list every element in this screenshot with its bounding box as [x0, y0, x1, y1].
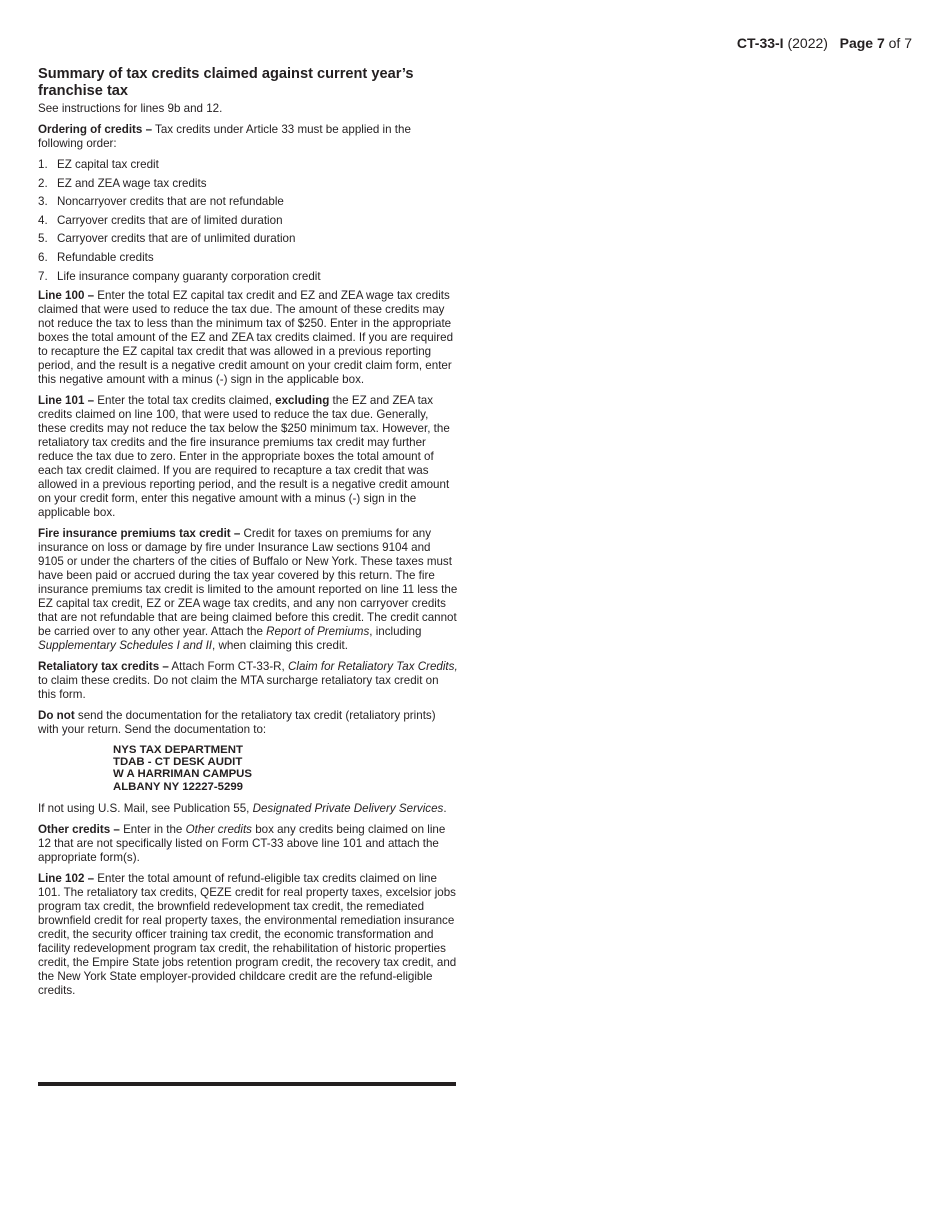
credit-order-number: 3. [38, 195, 48, 209]
line102-paragraph [38, 872, 458, 998]
fire-schedules-title: Supplementary Schedules I and II [38, 638, 213, 652]
credit-order-label: EZ capital tax credit [57, 158, 159, 171]
section-subtitle: See instructions for lines 9b and 12. [38, 102, 223, 115]
credit-order-label: Noncarryover credits that are not refundable [57, 195, 284, 209]
credit-order-number: 6. [38, 250, 48, 264]
form-year: (2022) [787, 35, 828, 51]
line100-lead: Line 100 – [38, 288, 95, 302]
private-delivery-paragraph [38, 802, 458, 816]
mail-end: . [443, 802, 447, 816]
address-line: ALBANY NY 12227-5299 [113, 780, 244, 793]
other-credits-paragraph [38, 823, 458, 865]
other-lead: Other credits – [38, 823, 120, 837]
fire-text-3: , when claiming this credit. [212, 638, 348, 652]
fire-insurance-paragraph [38, 527, 458, 653]
credit-order-number: 7. [38, 269, 48, 283]
instructions-column [38, 66, 458, 1005]
ordering-paragraph [38, 123, 458, 151]
line100-paragraph [38, 289, 458, 387]
credit-order-number: 2. [38, 176, 48, 190]
line102-lead: Line 102 – [38, 872, 95, 886]
address-line: W A HARRIMAN CAMPUS [113, 768, 252, 781]
credit-order-item [38, 177, 458, 191]
page-number: Page 7 [839, 35, 885, 51]
ordering-lead: Ordering of credits – [38, 123, 153, 136]
section-end-rule [38, 1082, 456, 1086]
retaliatory-paragraph [38, 660, 458, 702]
credit-order-label: Carryover credits that are of unlimited duration [57, 232, 296, 246]
fire-text-2: , including [369, 624, 422, 638]
other-box-name: Other credits [185, 823, 252, 837]
credit-order-item [38, 158, 458, 172]
credit-order-item [38, 232, 458, 246]
line101-text-2: the EZ and ZEA tax credits claimed on line 100, that were used to reduce the tax due. Generally, these credits may not reduce the tax below the $250 minimum tax. However, the retaliatory tax credits and the fire insurance premiums tax credit may further reduce the tax due to zero. Enter in the appropriate boxes the total amount of each tax credit claimed. If you are required to recapture a tax credit that was allowed in a previous reporting period, and the result is a negative credit amount on your credit form, enter this negative amount with a minus (-) sign in the applicable box. [38, 393, 450, 519]
credit-order-number: 4. [38, 213, 48, 227]
line101-text-1: Enter the total tax credits claimed, [94, 393, 276, 407]
line100-text: Enter the total EZ capital tax credit and EZ and ZEA wage tax credits claimed that were used to reduce the tax due. The amount of these credits may not reduce the tax to less than the minimum tax of $250. Enter in the appropriate boxes the total amount of the EZ and ZEA tax credits claimed. If you are required to recapture the EZ capital tax credit that was allowed in a previous reporting period, and the result is a negative credit amount on your credit claim form, enter this negative amount with a minus (-) sign in the applicable box. [38, 288, 454, 386]
line102-text: Enter the total amount of refund-eligible tax credits claimed on line 101. The retaliatory tax credits, QEZE credit for real property taxes, excelsior jobs program tax credit, the brownfield redevelopment tax credit, the remediated brownfield credit for real property taxes, the environmental remediation insurance credit, the security officer training tax credit, the economic transformation and facility redevelopment program tax credit, the rehabilitation of historic properties credit, the Empire State jobs retention program credit, the recovery tax credit, and the New York State employer-provided childcare credit are the refund-eligible credits. [38, 872, 457, 998]
do-not-text: send the documentation for the retaliatory tax credit (retaliatory prints) with your return. Send the documentation to: [38, 708, 436, 736]
section-title: Summary of tax credits claimed against current year’s franchise tax [38, 66, 414, 99]
retaliatory-text-1: Attach Form CT-33-R, [168, 659, 288, 673]
ordering-text: Tax credits under Article 33 must be applied in the following order: [38, 123, 411, 150]
do-not-lead: Do not [38, 708, 75, 722]
mail-text: If not using U.S. Mail, see Publication 55, [38, 802, 253, 816]
retaliatory-form-title: Claim for Retaliatory Tax Credits, [288, 659, 458, 673]
page-total: of 7 [888, 35, 912, 51]
address-line: TDAB - CT DESK AUDIT [113, 755, 243, 768]
mailing-address [113, 744, 458, 794]
line101-paragraph [38, 394, 458, 520]
credit-order-item [38, 214, 458, 228]
credit-order-label: EZ and ZEA wage tax credits [57, 176, 207, 190]
credit-order-item [38, 270, 458, 284]
address-line: NYS TAX DEPARTMENT [113, 743, 243, 756]
fire-text-1: Credit for taxes on premiums for any insurance on loss or damage by fire under Insurance Law sections 9104 and 9105 or under the charters of the cities of Buffalo or New York. These taxes must have been paid or accrued during the tax year covered by this return. The fire insurance premiums tax credit is limited to the amount reported on line 11 less the EZ capital tax credit, EZ or ZEA wage tax credits, and any non carryover credits that are not refundable that are being claimed before this credit. The credit cannot be carried over to any other year. Attach the [38, 526, 458, 638]
page-header [737, 35, 912, 51]
credit-order-number: 5. [38, 232, 48, 246]
line101-lead: Line 101 – [38, 393, 95, 407]
do-not-paragraph [38, 709, 458, 737]
form-id: CT-33-I [736, 35, 784, 51]
credit-order-item [38, 251, 458, 265]
retaliatory-text-2: to claim these credits. Do not claim the MTA surcharge retaliatory tax credit on this form. [38, 673, 439, 701]
credit-order-label: Carryover credits that are of limited duration [57, 213, 283, 227]
line101-excluding: excluding [275, 393, 330, 407]
credit-order-list [38, 158, 458, 284]
fire-report-title: Report of Premiums [266, 624, 370, 638]
credit-order-number: 1. [38, 158, 48, 171]
fire-lead: Fire insurance premiums tax credit – [38, 526, 241, 540]
credit-order-label: Life insurance company guaranty corporation credit [57, 269, 321, 283]
other-text-1: Enter in the [119, 823, 186, 837]
publication-title: Designated Private Delivery Services [252, 802, 444, 816]
credit-order-label: Refundable credits [57, 250, 154, 264]
other-text-2: box any credits being claimed on line 12 that are not specifically listed on Form CT-33 above line 101 and attach the appropriate form(s). [38, 823, 446, 865]
retaliatory-lead: Retaliatory tax credits – [38, 659, 169, 673]
credit-order-item [38, 195, 458, 209]
